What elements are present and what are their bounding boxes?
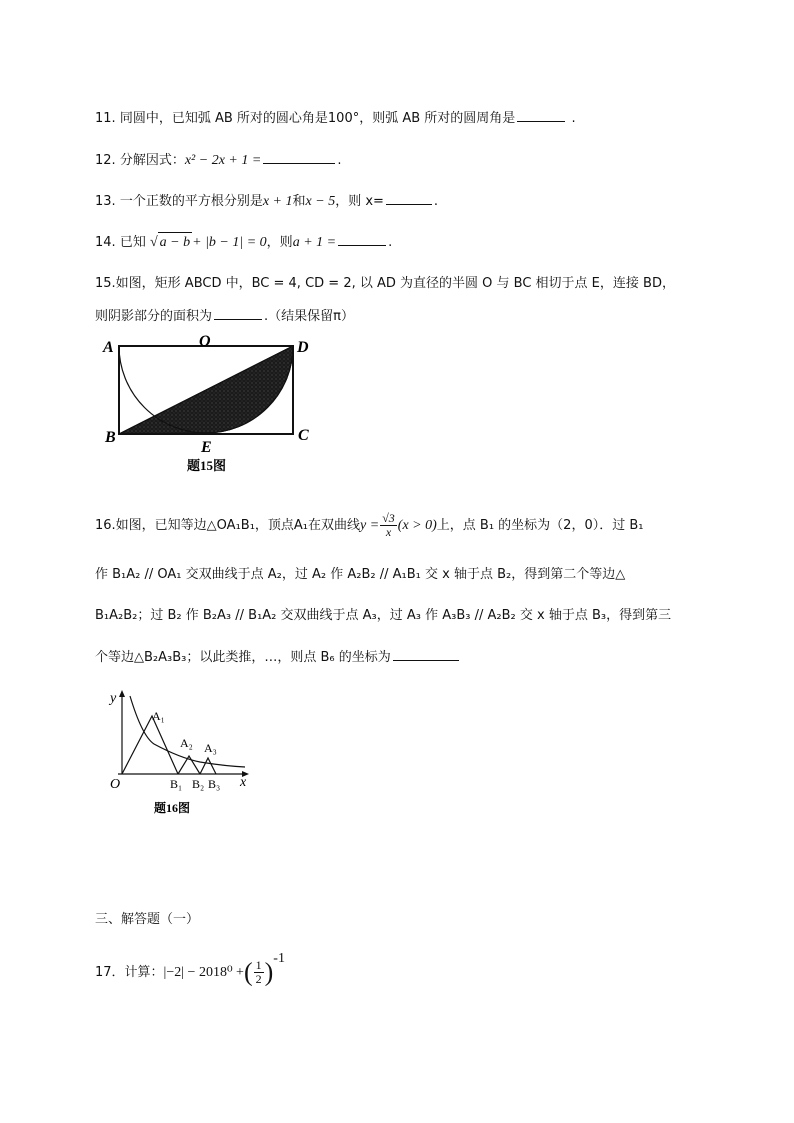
q14-text: 已知 <box>119 235 146 250</box>
q11-number: 11. <box>95 111 116 126</box>
question-11 <box>95 108 576 129</box>
question-17 <box>95 946 285 986</box>
q13-end: . <box>433 194 439 209</box>
q12-end: . <box>337 153 342 168</box>
label-origin: O <box>110 777 121 792</box>
question-15-line-1: 15.如图，矩形 ABCD 中，BC = 4, CD = 2, 以 AD 为直径的半圆 O 与 BC 相切于点 E，连接 BD， <box>95 276 675 291</box>
label-x: x <box>240 775 247 790</box>
question-16-line-1 <box>95 512 643 539</box>
y-axis-arrow <box>119 690 125 697</box>
q16-condition: (x > 0) <box>397 518 437 533</box>
label-a2: A₂ <box>180 736 193 750</box>
label-b2: B₂ <box>192 777 205 791</box>
label-o: O <box>199 333 211 350</box>
section-heading: 三、解答题（一） <box>95 912 200 927</box>
q14-sqrt-expression: √ a − b <box>150 235 192 250</box>
q14-end: . <box>388 235 393 250</box>
q13-text: 一个正数的平方根分别是 <box>119 194 263 209</box>
q14-number: 14. <box>95 235 116 250</box>
label-b: B <box>105 429 116 446</box>
q16-text-b: 上，点 B₁ 的坐标为（2，0）．过 B₁ <box>436 518 644 533</box>
q16-answer-blank[interactable] <box>393 647 459 661</box>
question-13 <box>95 191 438 212</box>
q14-target-expr: a + 1 = <box>292 235 337 250</box>
q16-text-d: 个等边△B₂A₃B₃；以此类推，…，则点 B₆ 的坐标为 <box>95 650 391 665</box>
question-14 <box>95 232 392 253</box>
q17-expression: |−2| − 2018⁰ + <box>163 965 244 980</box>
q11-answer-blank[interactable] <box>517 108 565 122</box>
label-a3: A₃ <box>204 741 217 755</box>
label-b3: B₃ <box>208 777 221 791</box>
question-16-line-4 <box>95 647 461 668</box>
q12-expression: x² − 2x + 1 = <box>184 153 262 168</box>
q13-text-b: ，则 x= <box>335 194 384 209</box>
figure-15 <box>95 326 330 476</box>
q16-fraction-denominator: x <box>385 525 392 539</box>
q14-radicand: a − b <box>158 232 192 253</box>
q17-label: 17．计算： <box>95 965 164 980</box>
label-d: D <box>297 339 309 356</box>
q13-and: 和 <box>292 194 306 209</box>
question-16-line-3: B₁A₂B₂；过 B₂ 作 B₂A₃ // B₁A₂ 交双曲线于点 A₃，过 A₃ 作 A₃B₃ // A₂B₂ 交 x 轴于点 B₃，得到第三 <box>95 608 672 623</box>
figure-15-caption: 题15图 <box>187 458 227 473</box>
question-12 <box>95 150 341 171</box>
q16-hyperbola-y: y = <box>360 518 380 533</box>
q17-open-paren: ( <box>243 957 253 987</box>
q14-abs-expression: + |b − 1| = 0 <box>192 235 267 250</box>
q17-fraction-numerator: 1 <box>255 958 262 972</box>
label-c: C <box>298 427 309 444</box>
q13-expr-2: x − 5 <box>305 194 336 209</box>
q12-text: 分解因式： <box>119 153 185 168</box>
q17-fraction <box>254 959 264 986</box>
q15-end: .（结果保留π） <box>264 309 354 324</box>
q15-answer-blank[interactable] <box>214 306 262 320</box>
q16-fraction-numerator: √3 <box>382 511 395 525</box>
q13-number: 13. <box>95 194 116 209</box>
label-e: E <box>201 439 212 456</box>
q13-answer-blank[interactable] <box>386 191 432 205</box>
q14-text-b: ，则 <box>266 235 293 250</box>
label-b1: B₁ <box>170 777 183 791</box>
q16-text-a: 16.如图，已知等边△OA₁B₁，顶点A₁在双曲线 <box>95 518 361 533</box>
q13-expr-1: x + 1 <box>262 194 293 209</box>
q11-text: 同圆中，已知弧 AB 所对的圆心角是100°，则弧 AB 所对的圆周角是 <box>119 111 516 126</box>
question-15-line-2 <box>95 306 354 327</box>
triangle-b2a3b3 <box>200 758 216 774</box>
q17-fraction-denominator: 2 <box>255 972 262 986</box>
q12-number: 12. <box>95 153 116 168</box>
triangle-oa1b1 <box>122 716 178 774</box>
label-y: y <box>110 691 117 706</box>
label-a: A <box>103 339 114 356</box>
q11-end: . <box>571 111 576 126</box>
question-16-line-2: 作 B₁A₂ // OA₁ 交双曲线于点 A₂，过 A₂ 作 A₂B₂ // A₁B₁ 交 x 轴于点 B₂，得到第二个等边△ <box>95 567 626 582</box>
q17-close-paren: ) <box>264 957 274 987</box>
q16-hyperbola-fraction <box>380 512 397 539</box>
figure-16 <box>100 688 255 820</box>
label-a1: A₁ <box>152 709 165 723</box>
q14-answer-blank[interactable] <box>338 232 386 246</box>
hyperbola-curve <box>130 696 245 767</box>
q12-answer-blank[interactable] <box>263 150 335 164</box>
q17-exponent: -1 <box>273 951 285 966</box>
q15-text: 则阴影部分的面积为 <box>95 309 213 324</box>
figure-16-caption: 题16图 <box>154 801 191 815</box>
